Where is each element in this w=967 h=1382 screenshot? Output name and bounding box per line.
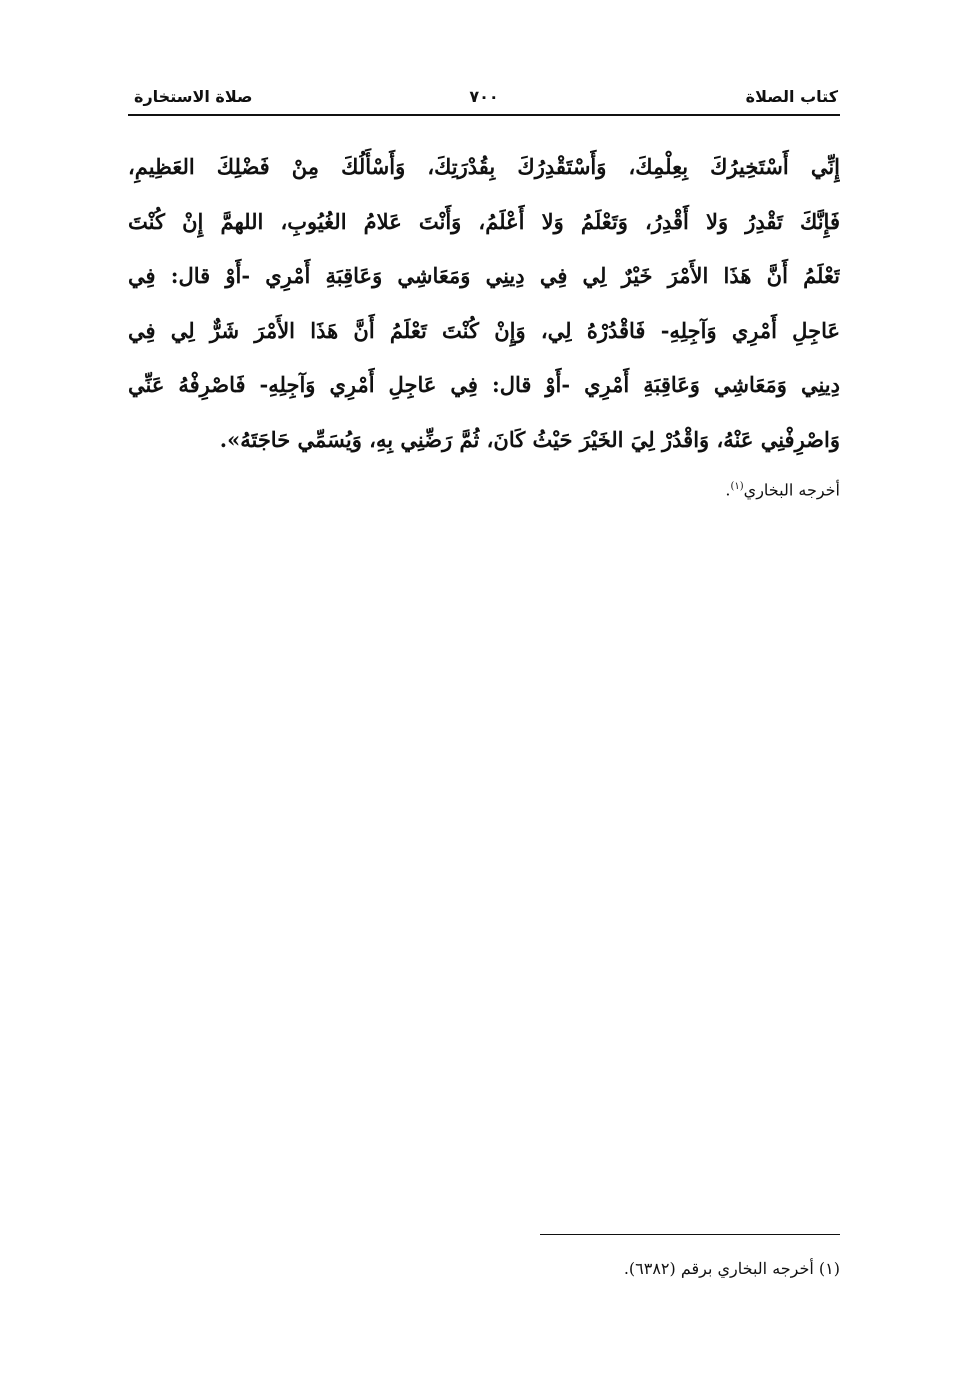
text-line: وَاصْرِفْنِي عَنْهُ، وَاقْدُرْ لِيَ الخَيْرَ حَيْثُ كَانَ، ثُمَّ رَضِّنِي بِهِ، وَيُسَمِّي حَاجَتَهُ». — [219, 426, 840, 452]
text-line: عَاجِلِ أَمْرِي وَآجِلِهِ- فَاقْدُرْهُ لِي، وَإِنْ كُنْتَ تَعْلَمُ أَنَّ هَذَا الأَمْرَ شَرٌّ لِي فِي — [128, 317, 840, 343]
running-header — [128, 84, 840, 116]
book-title: كتاب الصلاة — [745, 87, 838, 106]
citation-text: أخرجه البخاري — [743, 480, 840, 500]
page-number: ٧٠٠ — [469, 87, 499, 106]
hadith-text — [128, 140, 840, 510]
footnote-separator — [540, 1234, 840, 1235]
text-line: إِنِّي أَسْتَخِيرُكَ بِعِلْمِكَ، وَأَسْتَقْدِرُكَ بِقُدْرَتِكَ، وَأَسْأَلُكَ مِنْ فَضْلِكَ العَظِيمِ، — [128, 154, 840, 179]
text-line: فَإِنَّكَ تَقْدِرُ وَلا أَقْدِرُ، وَتَعْلَمُ وَلا أَعْلَمُ، وَأَنْتَ عَلامُ الغُيُوبِ، اللهمَّ إِنْ كُنْتَ — [128, 208, 840, 234]
footnote-marker[interactable]: (١) — [730, 481, 744, 492]
text-line: دِينِي وَمَعَاشِي وَعَاقِبَةِ أَمْرِي -أَوْ قال: فِي عَاجِلِ أَمْرِي وَآجِلِهِ- فَاصْرِفْهُ عَنِّي — [128, 372, 840, 397]
citation-period: . — [725, 480, 731, 500]
source-citation — [128, 467, 840, 510]
chapter-title: صلاة الاستخارة — [134, 87, 253, 106]
text-line: تَعْلَمُ أَنَّ هَذَا الأَمْرَ خَيْرٌ لِي فِي دِينِي وَمَعَاشِي وَعَاقِبَةِ أَمْرِي -أَوْ قال: فِي — [128, 263, 840, 288]
footnote: (١) أخرجه البخاري برقم (٦٣٨٢). — [623, 1259, 840, 1278]
